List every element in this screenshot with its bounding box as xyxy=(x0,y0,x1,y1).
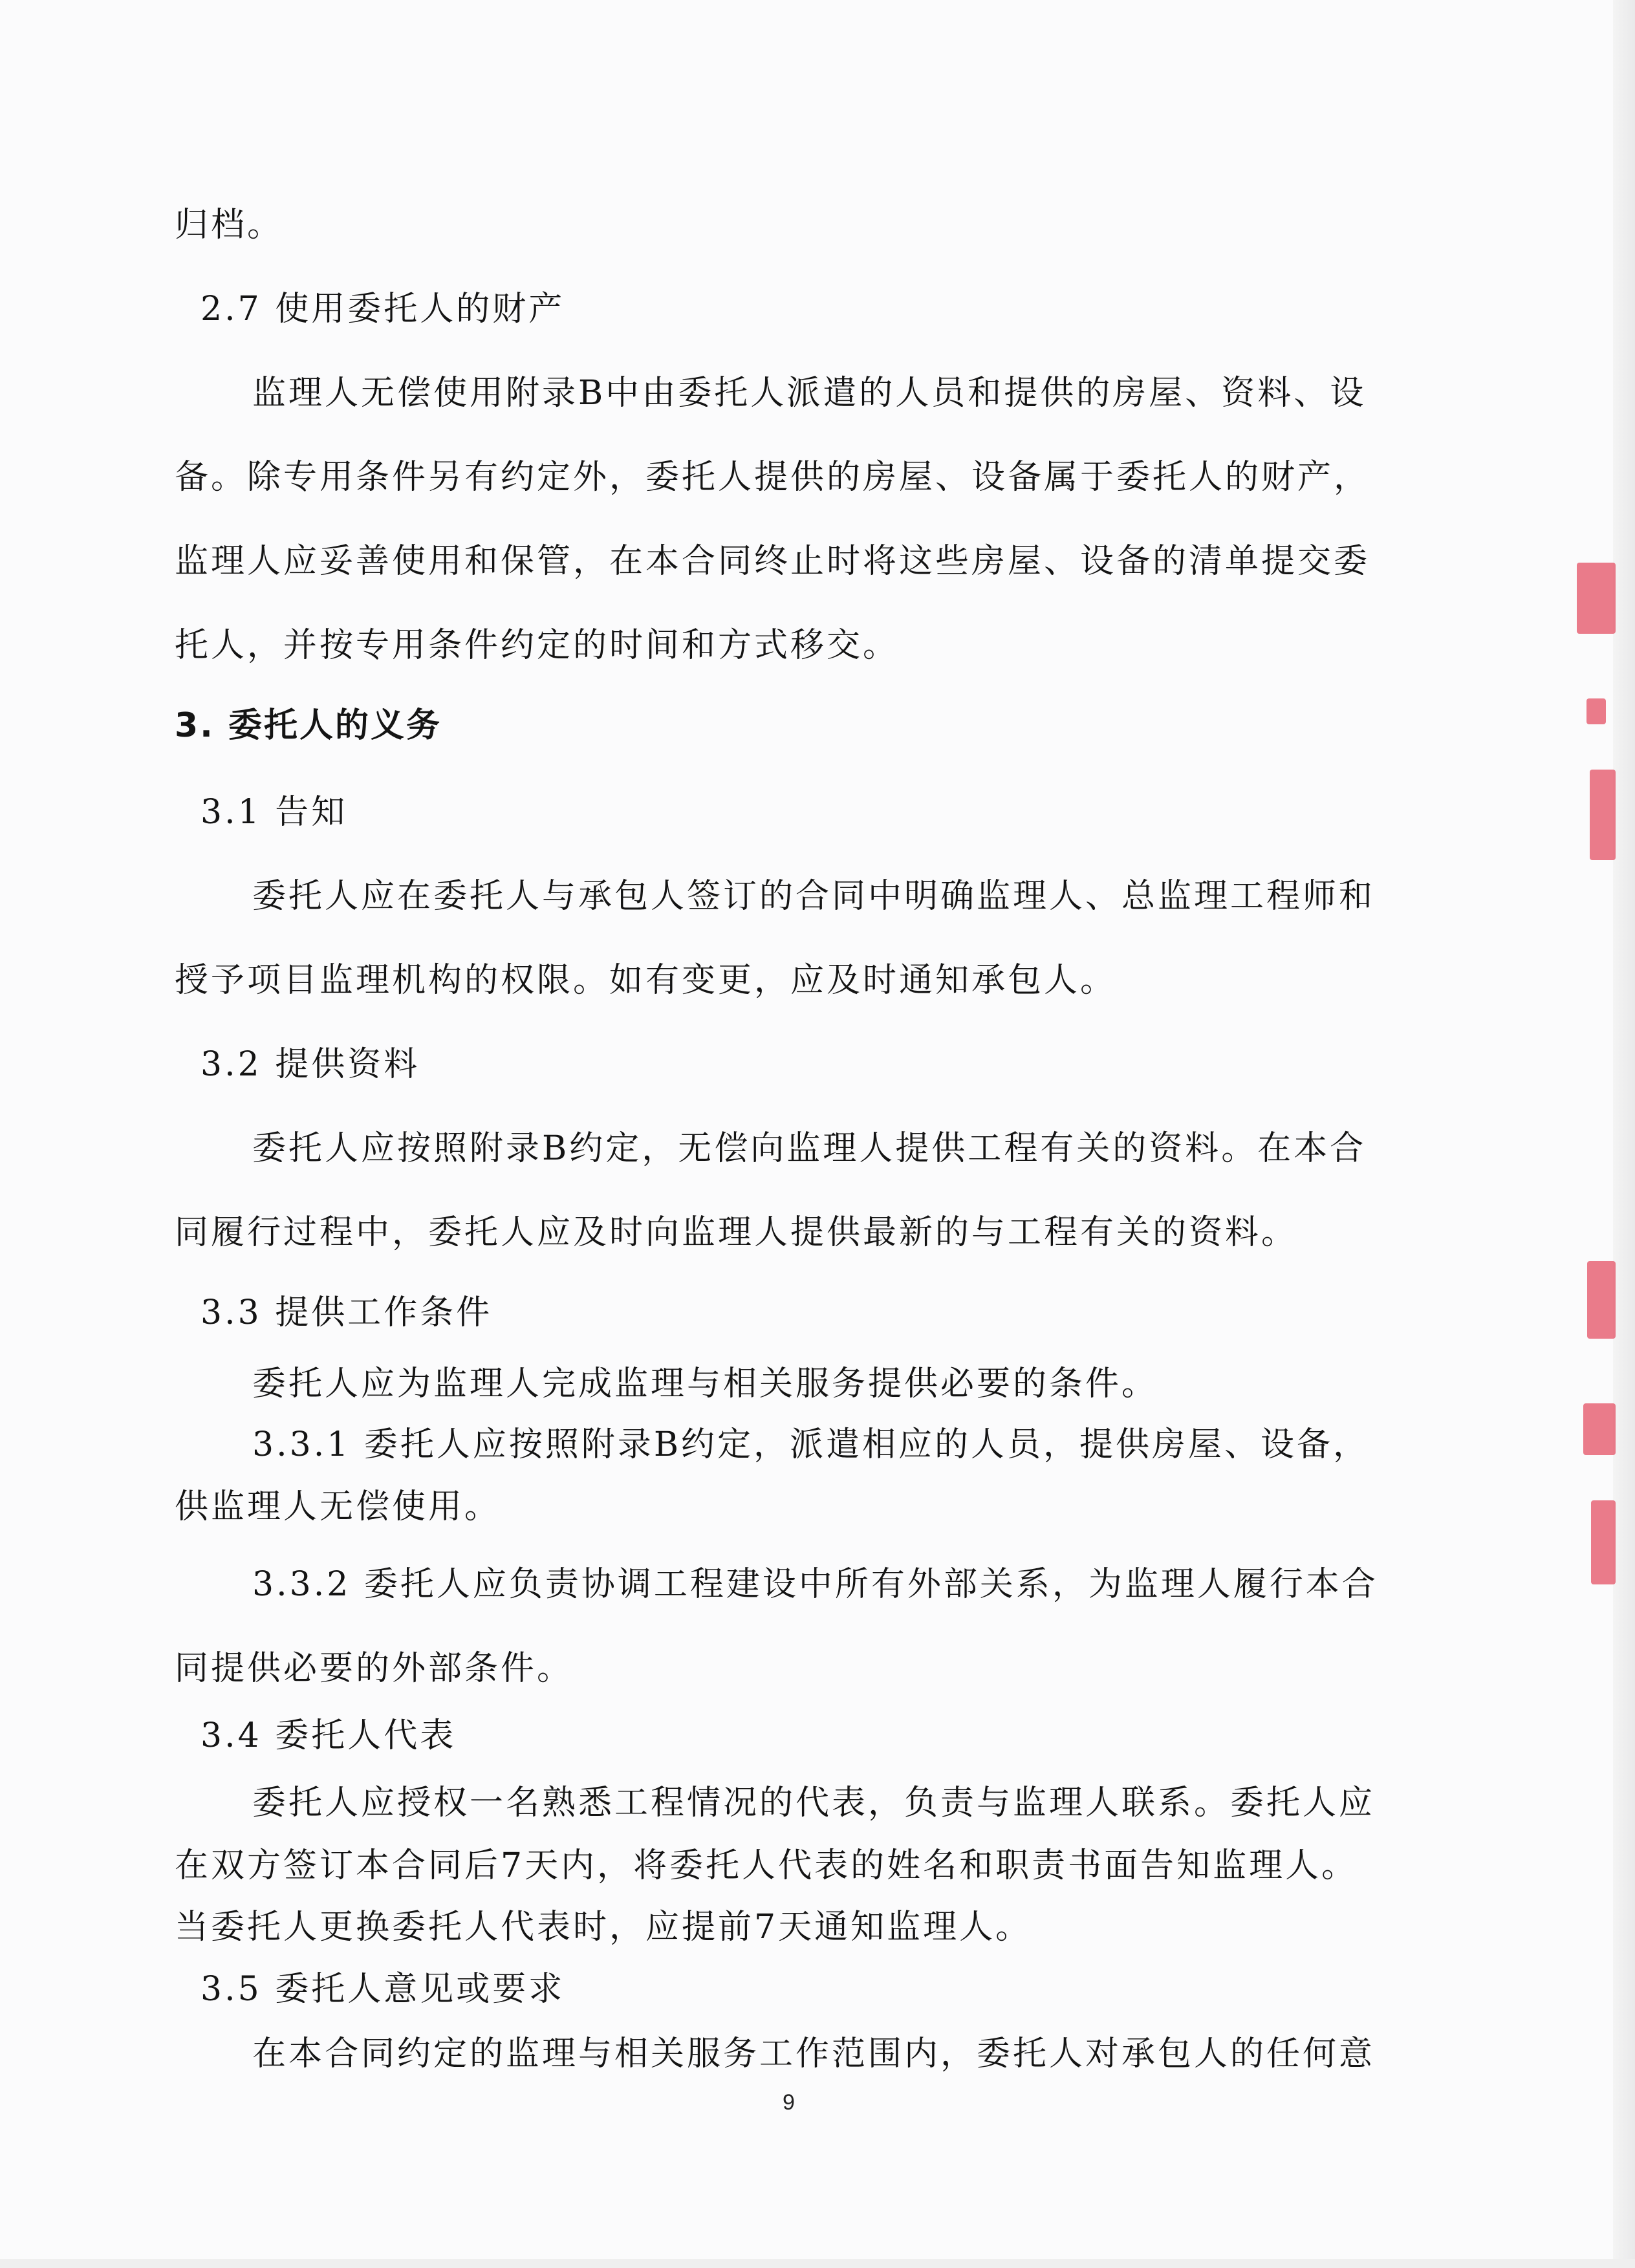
text-line: 监理人无偿使用附录B中由委托人派遣的人员和提供的房屋、资料、设 xyxy=(252,374,1367,413)
text-line: 委托人应按照附录B约定，无偿向监理人提供工程有关的资料。在本合 xyxy=(252,1129,1367,1168)
red-seal-fragment xyxy=(1577,563,1616,634)
text-line: 3.3.2 委托人应负责协调工程建设中所有外部关系，为监理人履行本合 xyxy=(252,1565,1378,1604)
text-line: 监理人应妥善使用和保管，在本合同终止时将这些房屋、设备的清单提交委 xyxy=(175,542,1370,581)
scan-edge-bottom xyxy=(0,2259,1635,2268)
text-line: 在本合同约定的监理与相关服务工作范围内，委托人对承包人的任何意 xyxy=(252,2035,1376,2073)
red-seal-fragment xyxy=(1587,1261,1616,1339)
text-line: 3.3.1 委托人应按照附录B约定，派遣相应的人员，提供房屋、设备， xyxy=(252,1425,1370,1464)
text-line: 在双方签订本合同后7天内，将委托人代表的姓名和职责书面告知监理人。 xyxy=(175,1846,1358,1885)
red-seal-fragment xyxy=(1586,698,1606,724)
text-line: 委托人应在委托人与承包人签订的合同中明确监理人、总监理工程师和 xyxy=(252,877,1376,916)
text-line: 委托人应为监理人完成监理与相关服务提供必要的条件。 xyxy=(252,1365,1158,1403)
section-heading: 2.7 使用委托人的财产 xyxy=(200,290,565,329)
page-number: 9 xyxy=(783,2090,795,2115)
section-heading: 3.5 委托人意见或要求 xyxy=(200,1970,565,2009)
section-heading: 3.3 提供工作条件 xyxy=(200,1293,493,1332)
text-line: 同提供必要的外部条件。 xyxy=(175,1649,574,1688)
text-line: 归档。 xyxy=(175,206,284,244)
text-line: 同履行过程中，委托人应及时向监理人提供最新的与工程有关的资料。 xyxy=(175,1213,1298,1252)
red-seal-fragment xyxy=(1583,1403,1616,1455)
section-heading: 3.2 提供资料 xyxy=(200,1045,420,1084)
text-line: 授予项目监理机构的权限。如有变更，应及时通知承包人。 xyxy=(175,961,1117,1000)
text-line: 当委托人更换委托人代表时，应提前7天通知监理人。 xyxy=(175,1908,1032,1947)
text-line: 供监理人无偿使用。 xyxy=(175,1487,501,1526)
scan-edge xyxy=(1613,0,1635,2268)
text-line: 托人，并按专用条件约定的时间和方式移交。 xyxy=(175,626,900,665)
chapter-heading: 3. 委托人的义务 xyxy=(175,706,442,745)
section-heading: 3.1 告知 xyxy=(200,793,348,832)
text-line: 委托人应授权一名熟悉工程情况的代表，负责与监理人联系。委托人应 xyxy=(252,1784,1376,1822)
red-seal-fragment xyxy=(1591,1500,1616,1584)
text-line: 备。除专用条件另有约定外，委托人提供的房屋、设备属于委托人的财产， xyxy=(175,458,1370,497)
red-seal-fragment xyxy=(1590,770,1616,860)
section-heading: 3.4 委托人代表 xyxy=(200,1716,457,1755)
